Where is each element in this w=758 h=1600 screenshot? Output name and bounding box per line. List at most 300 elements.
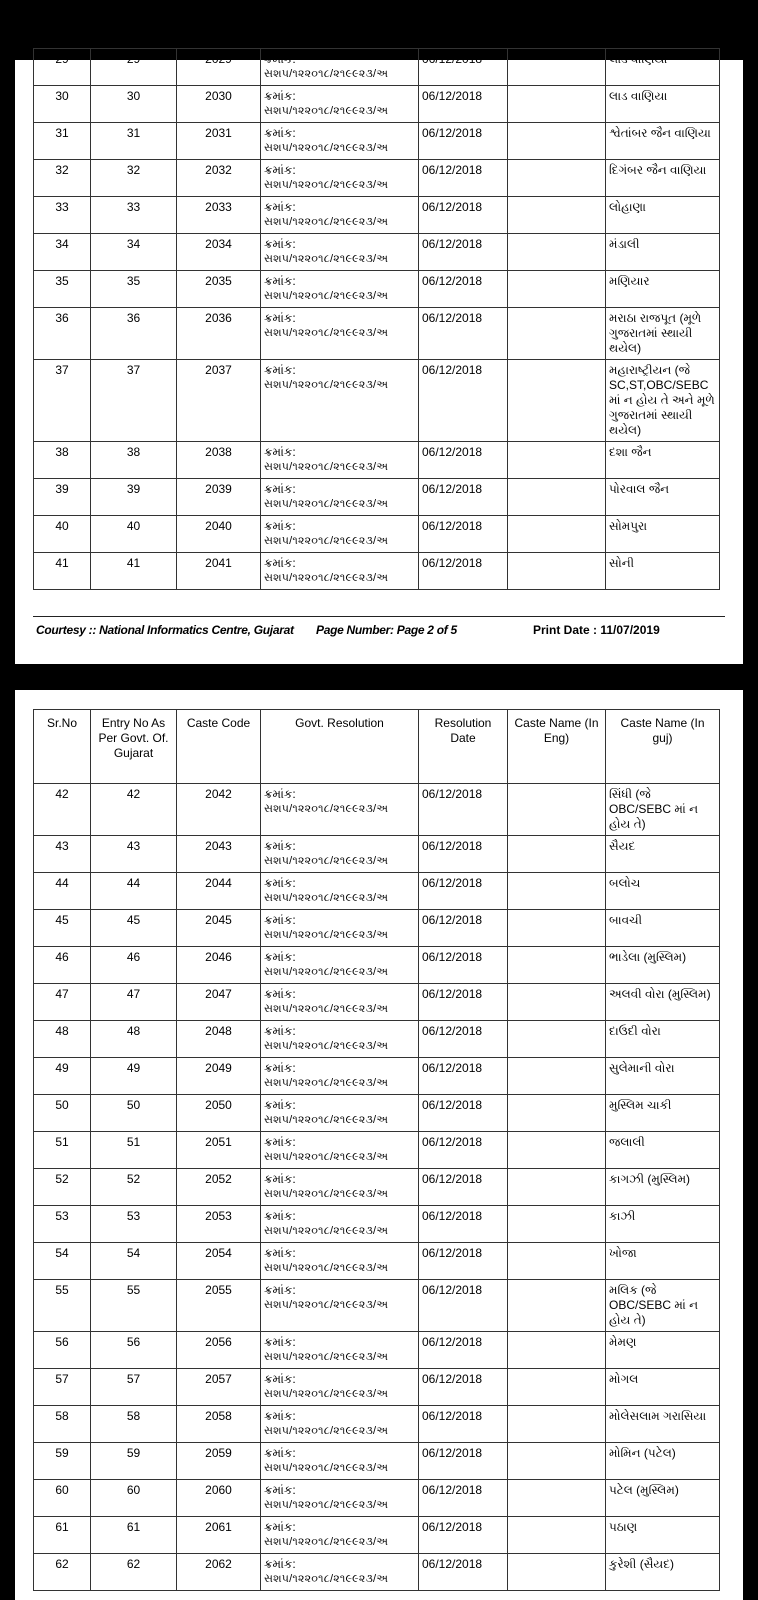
table-row — [34, 1280, 720, 1332]
entry-no-cell: 55 — [91, 1280, 177, 1332]
caste-code-cell: 2051 — [177, 1132, 261, 1169]
table-row — [34, 197, 720, 234]
resolution-number: સશપ/૧૨૨૦૧૮/૨૧૯૯૨૩/અ — [264, 1425, 389, 1437]
resolution-number: સશપ/૧૨૨૦૧૮/૨૧૯૯૨૩/અ — [264, 892, 389, 904]
sr-no-cell: 59 — [34, 1443, 91, 1480]
entry-no-cell: 46 — [91, 947, 177, 984]
caste-code-cell: 2032 — [177, 160, 261, 197]
caste-name-guj-cell: સિંધી (જે OBC/SEBC માં ન હોય તે) — [606, 784, 720, 836]
resolution-label: ક્રમાંક: — [264, 482, 296, 496]
sr-no-cell: 57 — [34, 1369, 91, 1406]
caste-code-cell: 2048 — [177, 1021, 261, 1058]
sr-no-cell: 32 — [34, 160, 91, 197]
caste-code-cell: 2055 — [177, 1280, 261, 1332]
resolution-number: સશપ/૧૨૨૦૧૮/૨૧૯૯૨૩/અ — [264, 1499, 389, 1511]
resolution-label: ક્રમાંક: — [264, 1135, 296, 1149]
sr-no-cell: 39 — [34, 479, 91, 516]
caste-name-guj-cell: ભાડેલા (મુસ્લિમ) — [606, 947, 720, 984]
caste-code-cell: 2045 — [177, 910, 261, 947]
sr-no-cell: 61 — [34, 1517, 91, 1554]
resolution-cell — [261, 1095, 419, 1132]
caste-name-guj-cell: મહારાષ્ટ્રીયન (જે SC,ST,OBC/SEBC માં ન હોય તે અને મૂળે ગુજરાતમાં સ્થાયી થયેલ) — [606, 360, 720, 442]
header-govt-resolution: Govt. Resolution — [261, 710, 419, 784]
caste-name-eng-cell — [508, 360, 606, 442]
sr-no-cell: 30 — [34, 86, 91, 123]
resolution-label: ક્રમાંક: — [264, 126, 296, 140]
sr-no-cell: 52 — [34, 1169, 91, 1206]
caste-code-cell: 2031 — [177, 123, 261, 160]
entry-no-cell: 57 — [91, 1369, 177, 1406]
resolution-cell — [261, 1280, 419, 1332]
caste-code-cell: 2046 — [177, 947, 261, 984]
resolution-date-cell: 06/12/2018 — [419, 1443, 508, 1480]
caste-name-guj-cell: મલિક (જે OBC/SEBC માં ન હોય તે) — [606, 1280, 720, 1332]
caste-name-guj-cell: કુરેશી (સૈયદ) — [606, 1554, 720, 1591]
sr-no-cell: 35 — [34, 271, 91, 308]
table-row — [34, 1095, 720, 1132]
table-header — [34, 710, 720, 784]
entry-no-cell: 54 — [91, 1243, 177, 1280]
resolution-label: ક્રમાંક: — [264, 1483, 296, 1497]
resolution-cell — [261, 1332, 419, 1369]
resolution-number: સશપ/૧૨૨૦૧૮/૨૧૯૯૨૩/અ — [264, 379, 389, 391]
sr-no-cell: 48 — [34, 1021, 91, 1058]
entry-no-cell: 36 — [91, 308, 177, 360]
resolution-date-cell: 06/12/2018 — [419, 1095, 508, 1132]
caste-code-cell: 2029 — [177, 49, 261, 86]
entry-no-cell: 47 — [91, 984, 177, 1021]
caste-name-eng-cell — [508, 1280, 606, 1332]
caste-name-eng-cell — [508, 984, 606, 1021]
resolution-label: ક્રમાંક: — [264, 950, 296, 964]
resolution-cell — [261, 360, 419, 442]
header-entry-no: Entry No As Per Govt. Of. Gujarat — [91, 710, 177, 784]
table-row — [34, 86, 720, 123]
resolution-label: ક્રમાંક: — [264, 1283, 296, 1297]
resolution-label: ક્રમાંક: — [264, 89, 296, 103]
resolution-label: ક્રમાંક: — [264, 1409, 296, 1423]
entry-no-cell: 34 — [91, 234, 177, 271]
resolution-cell — [261, 197, 419, 234]
entry-no-cell: 37 — [91, 360, 177, 442]
entry-no-cell: 43 — [91, 836, 177, 873]
caste-name-eng-cell — [508, 123, 606, 160]
table-row — [34, 308, 720, 360]
resolution-number: સશપ/૧૨૨૦૧૮/૨૧૯૯૨૩/અ — [264, 1299, 389, 1311]
resolution-cell — [261, 442, 419, 479]
entry-no-cell: 45 — [91, 910, 177, 947]
resolution-number: સશપ/૧૨૨૦૧૮/૨૧૯૯૨૩/અ — [264, 179, 389, 191]
resolution-number: સશપ/૧૨૨૦૧૮/૨૧૯૯૨૩/અ — [264, 142, 389, 154]
caste-name-eng-cell — [508, 1058, 606, 1095]
resolution-date-cell: 06/12/2018 — [419, 308, 508, 360]
sr-no-cell: 37 — [34, 360, 91, 442]
page-number-text: Page Number: Page 2 of 5 — [316, 623, 457, 637]
resolution-date-cell: 06/12/2018 — [419, 1243, 508, 1280]
sr-no-cell: 31 — [34, 123, 91, 160]
resolution-cell — [261, 479, 419, 516]
resolution-number: સશપ/૧૨૨૦૧૮/૨૧૯૯૨૩/અ — [264, 1536, 389, 1548]
header-resolution-date: Resolution Date — [419, 710, 508, 784]
caste-name-eng-cell — [508, 197, 606, 234]
resolution-cell — [261, 1406, 419, 1443]
caste-table-page-2 — [33, 48, 720, 590]
caste-code-cell: 2030 — [177, 86, 261, 123]
caste-code-cell: 2035 — [177, 271, 261, 308]
caste-name-guj-cell: પઠાણ — [606, 1517, 720, 1554]
resolution-date-cell: 06/12/2018 — [419, 1332, 508, 1369]
resolution-label: ક્રમાંક: — [264, 1024, 296, 1038]
resolution-cell — [261, 1517, 419, 1554]
sr-no-cell: 51 — [34, 1132, 91, 1169]
entry-no-cell: 38 — [91, 442, 177, 479]
resolution-cell — [261, 86, 419, 123]
caste-name-eng-cell — [508, 1369, 606, 1406]
caste-code-cell: 2043 — [177, 836, 261, 873]
resolution-cell — [261, 160, 419, 197]
table-row — [34, 516, 720, 553]
sr-no-cell: 33 — [34, 197, 91, 234]
caste-name-eng-cell — [508, 1443, 606, 1480]
resolution-label: ક્રમાંક: — [264, 274, 296, 288]
caste-name-eng-cell — [508, 271, 606, 308]
entry-no-cell: 59 — [91, 1443, 177, 1480]
sr-no-cell: 49 — [34, 1058, 91, 1095]
sr-no-cell: 47 — [34, 984, 91, 1021]
resolution-number: સશપ/૧૨૨૦૧૮/૨૧૯૯૨૩/અ — [264, 1003, 389, 1015]
resolution-label: ક્રમાંક: — [264, 445, 296, 459]
resolution-cell — [261, 1058, 419, 1095]
resolution-date-cell: 06/12/2018 — [419, 873, 508, 910]
sr-no-cell: 41 — [34, 553, 91, 590]
entry-no-cell: 41 — [91, 553, 177, 590]
caste-name-guj-cell: મોગલ — [606, 1369, 720, 1406]
resolution-date-cell: 06/12/2018 — [419, 947, 508, 984]
table-row — [34, 1206, 720, 1243]
caste-code-cell: 2034 — [177, 234, 261, 271]
resolution-label: ક્રમાંક: — [264, 839, 296, 853]
resolution-cell — [261, 1554, 419, 1591]
resolution-cell — [261, 1021, 419, 1058]
sr-no-cell: 44 — [34, 873, 91, 910]
resolution-label: ક્રમાંક: — [264, 1335, 296, 1349]
table-row — [34, 873, 720, 910]
resolution-label: ક્રમાંક: — [264, 237, 296, 251]
caste-name-eng-cell — [508, 234, 606, 271]
caste-name-guj-cell: મુસ્લિમ ચાકી — [606, 1095, 720, 1132]
caste-name-guj-cell: સોની — [606, 553, 720, 590]
resolution-number: સશપ/૧૨૨૦૧૮/૨૧૯૯૨૩/અ — [264, 1262, 389, 1274]
entry-no-cell: 60 — [91, 1480, 177, 1517]
caste-name-guj-cell: મણિયાર — [606, 271, 720, 308]
caste-code-cell: 2054 — [177, 1243, 261, 1280]
table-row — [34, 49, 720, 86]
resolution-label: ક્રમાંક: — [264, 1172, 296, 1186]
resolution-label: ક્રમાંક: — [264, 987, 296, 1001]
entry-no-cell: 51 — [91, 1132, 177, 1169]
caste-code-cell: 2049 — [177, 1058, 261, 1095]
resolution-label: ક્રમાંક: — [264, 311, 296, 325]
resolution-date-cell: 06/12/2018 — [419, 910, 508, 947]
entry-no-cell: 42 — [91, 784, 177, 836]
resolution-cell — [261, 784, 419, 836]
resolution-date-cell: 06/12/2018 — [419, 1480, 508, 1517]
caste-name-guj-cell: દશા જૈન — [606, 442, 720, 479]
entry-no-cell: 52 — [91, 1169, 177, 1206]
document-page-2 — [15, 52, 743, 664]
caste-name-eng-cell — [508, 1554, 606, 1591]
resolution-date-cell: 06/12/2018 — [419, 479, 508, 516]
caste-code-cell: 2047 — [177, 984, 261, 1021]
table-row — [34, 1132, 720, 1169]
resolution-date-cell: 06/12/2018 — [419, 1206, 508, 1243]
table-row — [34, 947, 720, 984]
resolution-number: સશપ/૧૨૨૦૧૮/૨૧૯૯૨૩/અ — [264, 1462, 389, 1474]
caste-name-eng-cell — [508, 1021, 606, 1058]
resolution-label: ક્રમાંક: — [264, 1520, 296, 1534]
table-row — [34, 1243, 720, 1280]
caste-name-eng-cell — [508, 1480, 606, 1517]
resolution-number: સશપ/૧૨૨૦૧૮/૨૧૯૯૨૩/અ — [264, 1077, 389, 1089]
resolution-number: સશપ/૧૨૨૦૧૮/૨૧૯૯૨૩/અ — [264, 216, 389, 228]
sr-no-cell: 56 — [34, 1332, 91, 1369]
entry-no-cell: 30 — [91, 86, 177, 123]
caste-name-guj-cell: સોમપુરા — [606, 516, 720, 553]
table-row — [34, 1021, 720, 1058]
sr-no-cell: 46 — [34, 947, 91, 984]
caste-name-guj-cell: કાઝી — [606, 1206, 720, 1243]
resolution-cell — [261, 1169, 419, 1206]
resolution-date-cell: 06/12/2018 — [419, 984, 508, 1021]
caste-name-guj-cell: બાવચી — [606, 910, 720, 947]
caste-code-cell: 2042 — [177, 784, 261, 836]
caste-name-guj-cell: ખોજા — [606, 1243, 720, 1280]
caste-code-cell: 2053 — [177, 1206, 261, 1243]
caste-code-cell: 2039 — [177, 479, 261, 516]
resolution-number: સશપ/૧૨૨૦૧૮/૨૧૯૯૨૩/અ — [264, 253, 389, 265]
resolution-label: ક્રમાંક: — [264, 200, 296, 214]
resolution-date-cell: 06/12/2018 — [419, 123, 508, 160]
resolution-number: સશપ/૧૨૨૦૧૮/૨૧૯૯૨૩/અ — [264, 1114, 389, 1126]
resolution-cell — [261, 553, 419, 590]
table-row — [34, 1480, 720, 1517]
resolution-number: સશપ/૧૨૨૦૧૮/૨૧૯૯૨૩/અ — [264, 327, 389, 339]
table-row — [34, 271, 720, 308]
caste-code-cell: 2061 — [177, 1517, 261, 1554]
resolution-date-cell: 06/12/2018 — [419, 197, 508, 234]
caste-name-guj-cell: અલવી વોરા (મુસ્લિમ) — [606, 984, 720, 1021]
entry-no-cell: 56 — [91, 1332, 177, 1369]
entry-no-cell: 58 — [91, 1406, 177, 1443]
caste-name-eng-cell — [508, 1332, 606, 1369]
sr-no-cell: 40 — [34, 516, 91, 553]
caste-code-cell: 2058 — [177, 1406, 261, 1443]
resolution-number: સશપ/૧૨૨૦૧૮/૨૧૯૯૨૩/અ — [264, 1188, 389, 1200]
caste-code-cell: 2060 — [177, 1480, 261, 1517]
caste-code-cell: 2044 — [177, 873, 261, 910]
sr-no-cell: 60 — [34, 1480, 91, 1517]
sr-no-cell: 62 — [34, 1554, 91, 1591]
caste-name-eng-cell — [508, 1243, 606, 1280]
resolution-cell — [261, 1443, 419, 1480]
resolution-label: ક્રમાંક: — [264, 1446, 296, 1460]
resolution-number: સશપ/૧૨૨૦૧૮/૨૧૯૯૨૩/અ — [264, 290, 389, 302]
resolution-cell — [261, 1243, 419, 1280]
caste-code-cell: 2057 — [177, 1369, 261, 1406]
table-body — [34, 49, 720, 590]
table-row — [34, 1517, 720, 1554]
resolution-cell — [261, 1369, 419, 1406]
entry-no-cell: 50 — [91, 1095, 177, 1132]
entry-no-cell: 39 — [91, 479, 177, 516]
caste-code-cell: 2062 — [177, 1554, 261, 1591]
resolution-date-cell: 06/12/2018 — [419, 160, 508, 197]
resolution-date-cell: 06/12/2018 — [419, 553, 508, 590]
caste-name-guj-cell: શ્વેતાંબર જૈન વાણિયા — [606, 123, 720, 160]
table-row — [34, 1443, 720, 1480]
entry-no-cell: 31 — [91, 123, 177, 160]
resolution-date-cell: 06/12/2018 — [419, 442, 508, 479]
resolution-cell — [261, 873, 419, 910]
resolution-number: સશપ/૧૨૨૦૧૮/૨૧૯૯૨૩/અ — [264, 803, 389, 815]
resolution-label: ક્રમાંક: — [264, 1246, 296, 1260]
caste-code-cell: 2041 — [177, 553, 261, 590]
caste-code-cell: 2036 — [177, 308, 261, 360]
resolution-label: ક્રમાંક: — [264, 519, 296, 533]
caste-code-cell: 2059 — [177, 1443, 261, 1480]
caste-name-eng-cell — [508, 1132, 606, 1169]
caste-code-cell: 2052 — [177, 1169, 261, 1206]
caste-name-guj-cell: દિગંબર જૈન વાણિયા — [606, 160, 720, 197]
entry-no-cell: 29 — [91, 49, 177, 86]
caste-name-eng-cell — [508, 1406, 606, 1443]
caste-name-guj-cell: લોહાણા — [606, 197, 720, 234]
print-date-text: Print Date : 11/07/2019 — [533, 623, 660, 637]
resolution-number: સશપ/૧૨૨૦૧૮/૨૧૯૯૨૩/અ — [264, 68, 389, 80]
caste-name-guj-cell: મેમણ — [606, 1332, 720, 1369]
resolution-cell — [261, 1206, 419, 1243]
caste-name-eng-cell — [508, 947, 606, 984]
header-sr-no: Sr.No — [34, 710, 91, 784]
caste-name-guj-cell: લાડ વાણિયા — [606, 86, 720, 123]
table-row — [34, 123, 720, 160]
table-row — [34, 1058, 720, 1095]
resolution-date-cell: 06/12/2018 — [419, 1406, 508, 1443]
table-row — [34, 479, 720, 516]
caste-name-eng-cell — [508, 442, 606, 479]
table-row — [34, 984, 720, 1021]
resolution-date-cell: 06/12/2018 — [419, 1369, 508, 1406]
caste-code-cell: 2033 — [177, 197, 261, 234]
header-caste-code: Caste Code — [177, 710, 261, 784]
caste-name-eng-cell — [508, 553, 606, 590]
table-body — [34, 784, 720, 1591]
header-row — [34, 710, 720, 784]
resolution-number: સશપ/૧૨૨૦૧૮/૨૧૯૯૨૩/અ — [264, 1351, 389, 1363]
caste-name-eng-cell — [508, 873, 606, 910]
resolution-date-cell: 06/12/2018 — [419, 516, 508, 553]
document-page-3 — [15, 690, 743, 1600]
caste-name-eng-cell — [508, 784, 606, 836]
caste-code-cell: 2050 — [177, 1095, 261, 1132]
table-row — [34, 836, 720, 873]
resolution-label: ક્રમાંક: — [264, 52, 296, 66]
entry-no-cell: 32 — [91, 160, 177, 197]
caste-name-guj-cell: પટેલ (મુસ્લિમ) — [606, 1480, 720, 1517]
resolution-label: ક્રમાંક: — [264, 363, 296, 377]
sr-no-cell: 58 — [34, 1406, 91, 1443]
resolution-date-cell: 06/12/2018 — [419, 49, 508, 86]
caste-name-guj-cell: સુલેમાની વોરા — [606, 1058, 720, 1095]
entry-no-cell: 35 — [91, 271, 177, 308]
entry-no-cell: 40 — [91, 516, 177, 553]
caste-code-cell: 2038 — [177, 442, 261, 479]
entry-no-cell: 61 — [91, 1517, 177, 1554]
resolution-date-cell: 06/12/2018 — [419, 784, 508, 836]
resolution-date-cell: 06/12/2018 — [419, 1169, 508, 1206]
caste-name-guj-cell: જલાલી — [606, 1132, 720, 1169]
sr-no-cell: 36 — [34, 308, 91, 360]
caste-table-page-3 — [33, 709, 720, 1591]
resolution-cell — [261, 49, 419, 86]
caste-code-cell: 2056 — [177, 1332, 261, 1369]
caste-name-guj-cell: બલોચ — [606, 873, 720, 910]
table-row — [34, 1332, 720, 1369]
entry-no-cell: 53 — [91, 1206, 177, 1243]
header-caste-name-eng: Caste Name (In Eng) — [508, 710, 606, 784]
resolution-number: સશપ/૧૨૨૦૧૮/૨૧૯૯૨૩/અ — [264, 1388, 389, 1400]
resolution-label: ક્રમાંક: — [264, 1209, 296, 1223]
caste-name-eng-cell — [508, 516, 606, 553]
resolution-number: સશપ/૧૨૨૦૧૮/૨૧૯૯૨૩/અ — [264, 105, 389, 117]
caste-name-guj-cell: મોલેસલામ ગરાસિયા — [606, 1406, 720, 1443]
caste-name-eng-cell — [508, 479, 606, 516]
resolution-date-cell: 06/12/2018 — [419, 1517, 508, 1554]
resolution-label: ક્રમાંક: — [264, 876, 296, 890]
resolution-label: ક્રમાંક: — [264, 163, 296, 177]
resolution-number: સશપ/૧૨૨૦૧૮/૨૧૯૯૨૩/અ — [264, 1225, 389, 1237]
sr-no-cell: 38 — [34, 442, 91, 479]
resolution-date-cell: 06/12/2018 — [419, 836, 508, 873]
header-caste-name-guj: Caste Name (In guj) — [606, 710, 720, 784]
sr-no-cell: 54 — [34, 1243, 91, 1280]
resolution-cell — [261, 836, 419, 873]
caste-name-eng-cell — [508, 308, 606, 360]
resolution-label: ક્રમાંક: — [264, 787, 296, 801]
resolution-number: સશપ/૧૨૨૦૧૮/૨૧૯૯૨૩/અ — [264, 929, 389, 941]
sr-no-cell: 50 — [34, 1095, 91, 1132]
resolution-number: સશપ/૧૨૨૦૧૮/૨૧૯૯૨૩/અ — [264, 1573, 389, 1585]
table-row — [34, 1406, 720, 1443]
resolution-date-cell: 06/12/2018 — [419, 1554, 508, 1591]
resolution-cell — [261, 308, 419, 360]
resolution-date-cell: 06/12/2018 — [419, 271, 508, 308]
entry-no-cell: 62 — [91, 1554, 177, 1591]
caste-name-guj-cell: મંડાલી — [606, 234, 720, 271]
resolution-cell — [261, 984, 419, 1021]
resolution-number: સશપ/૧૨૨૦૧૮/૨૧૯૯૨૩/અ — [264, 855, 389, 867]
sr-no-cell: 53 — [34, 1206, 91, 1243]
caste-name-guj-cell: પોરવાલ જૈન — [606, 479, 720, 516]
resolution-number: સશપ/૧૨૨૦૧૮/૨૧૯૯૨૩/અ — [264, 498, 389, 510]
resolution-cell — [261, 516, 419, 553]
resolution-cell — [261, 947, 419, 984]
resolution-cell — [261, 234, 419, 271]
resolution-date-cell: 06/12/2018 — [419, 1058, 508, 1095]
caste-name-eng-cell — [508, 1095, 606, 1132]
table-row — [34, 234, 720, 271]
table-row — [34, 910, 720, 947]
